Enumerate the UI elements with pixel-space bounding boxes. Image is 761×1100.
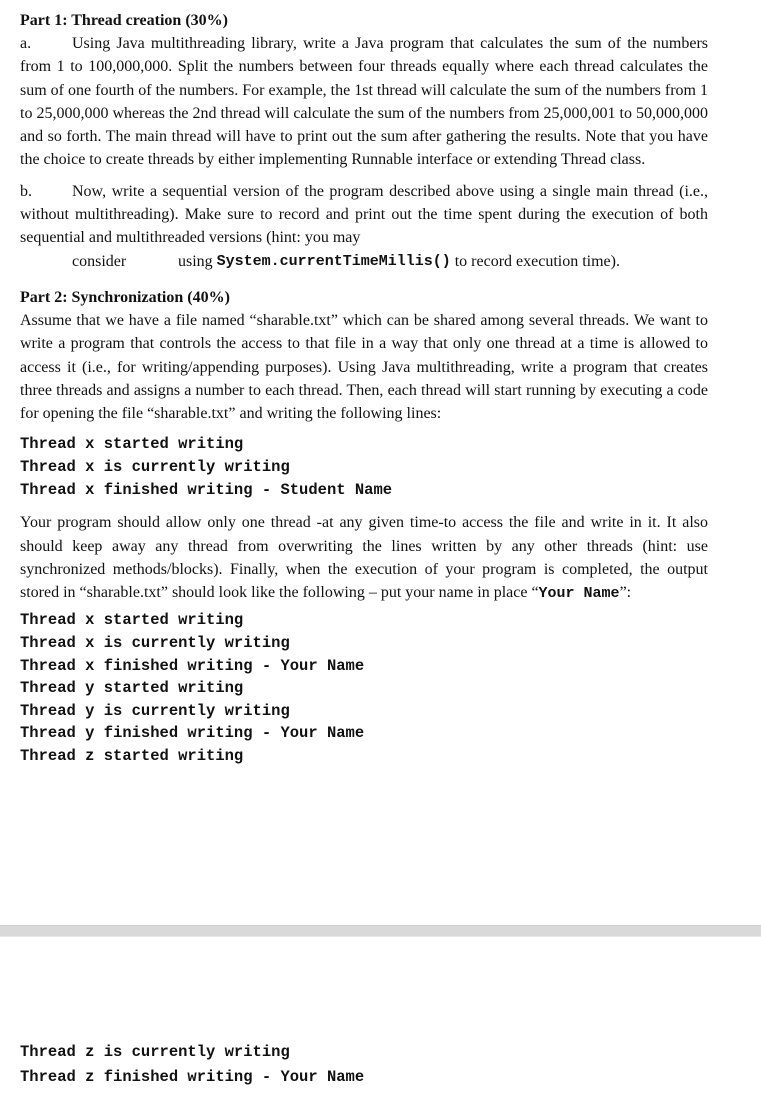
part2-heading: Part 2: Synchronization (40%) (20, 288, 230, 306)
output-line: Thread y started writing (20, 679, 244, 698)
item-b-using: using (178, 252, 213, 270)
item-a-label: a. (20, 35, 32, 52)
code-line: Thread x started writing (20, 435, 244, 454)
output-line: Thread x started writing (20, 611, 244, 630)
part1-heading: Part 1: Thread creation (30%) (20, 12, 228, 29)
part1-item-a (20, 32, 708, 172)
output-line: Thread z is currently writing (20, 1043, 290, 1061)
item-b-label: b. (20, 182, 32, 200)
part2-paragraph-text: Your program should allow only one thread -at any given time-to access the file and write in it. It also should keep away any thread from overwriting the lines written by any other threads (hint: use synchronized methods/blocks). Finally, when the execution of your program is completed, the output stored in “sharable.txt” should look like the following – put your name in place “ (20, 514, 708, 602)
part2-paragraph (20, 511, 708, 605)
page-2 (20, 1040, 364, 1090)
item-b-tail: to record execution time). (454, 252, 620, 270)
item-b-last-line (20, 250, 708, 273)
part2-paragraph-end: ”: (619, 584, 632, 602)
your-name-bold: Your Name (538, 585, 620, 603)
code-block-lines (20, 433, 708, 501)
item-b-code: System.currentTimeMillis() (216, 252, 451, 270)
item-a-text: Using Java multithreading library, write a Java program that calculates the sum of the numbers from 1 to 100,000,000. Split the numbers between four threads equally where each thread calculates the sum of one fourth of the numbers. For example, the 1st thread will calculate the sum of the numbers from 1 to 25,000,000 whereas the 2nd thread will calculate the sum of the numbers from 25,000,001 to 50,000,000 and so forth. The main thread will have to print out the sum after gathering the results. Note that you have the choice to create threads by either implementing Runnable interface or extending Thread class. (20, 35, 708, 169)
output-line: Thread x finished writing - Your Name (20, 656, 365, 675)
output-line: Thread z finished writing - Your Name (20, 1068, 365, 1086)
output-line: Thread x is currently writing (20, 634, 290, 653)
output-line: Thread y is currently writing (20, 701, 290, 720)
item-b-consider: consider (72, 252, 127, 270)
part2-intro: Assume that we have a file named “sharable.txt” which can be shared among several threads. We want to write a program that controls the access to that file in a way that only one thread at a time is allowed to access it (i.e., for writing/appending purposes). Using Java multithreading, write a program that creates three threads and assigns a number to each thread. Then, each thread will start running by executing a code for opening the file “sharable.txt” and writing the following lines: (20, 311, 708, 423)
part1-item-b (20, 180, 708, 250)
code-line: Thread x finished writing - Student Name (20, 480, 393, 499)
output-line: Thread z started writing (20, 746, 244, 765)
item-b-text: Now, write a sequential version of the program described above using a single main thread (i.e., without multithreading). Make sure to record and print out the time spent during the execution of both sequential and multithreaded versions (hint: you may (20, 182, 708, 247)
page-divider (0, 925, 761, 937)
page-1 (20, 10, 708, 768)
code-block-output (20, 609, 708, 767)
output-line: Thread y finished writing - Your Name (20, 724, 365, 743)
code-line: Thread x is currently writing (20, 458, 290, 477)
